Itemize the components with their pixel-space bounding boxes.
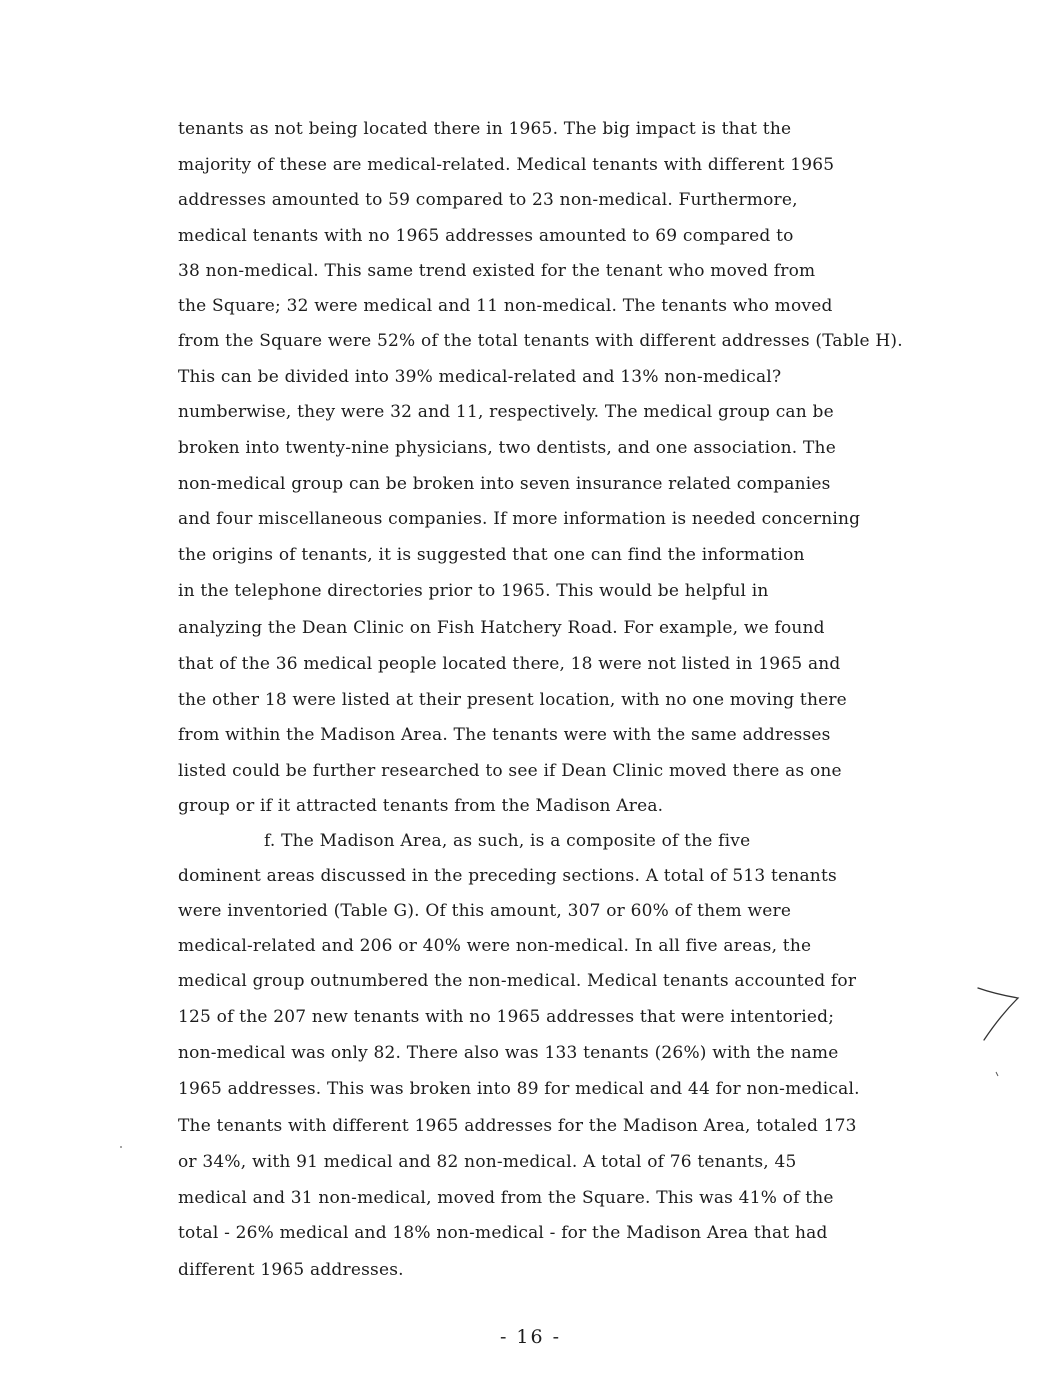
text-line: tenants as not being located there in 1965. The big impact is that the [178,119,792,139]
text-line: total - 26% medical and 18% non-medical - for the Madison Area that had [178,1223,828,1243]
text-line: were inventoried (Table G). Of this amount, 307 or 60% of them were [178,901,792,921]
text-line: dominent areas discussed in the preceding sections. A total of 513 tenants [178,866,837,886]
text-line: majority of these are medical-related. Medical tenants with different 1965 [178,155,835,175]
text-line: the origins of tenants, it is suggested that one can find the information [178,545,805,565]
page-number: - 16 - [499,1326,562,1348]
text-line: medical tenants with no 1965 addresses amounted to 69 compared to [178,226,794,246]
text-line: 38 non-medical. This same trend existed for the tenant who moved from [178,261,816,281]
text-line: medical and 31 non-medical, moved from the Square. This was 41% of the [178,1188,834,1208]
text-line: different 1965 addresses. [178,1260,404,1280]
text-line: non-medical group can be broken into seven insurance related companies [178,474,831,494]
text-line: the Square; 32 were medical and 11 non-medical. The tenants who moved [178,296,833,316]
scan-speck [120,1146,122,1148]
text-line: 1965 addresses. This was broken into 89 for medical and 44 for non-medical. [178,1079,860,1099]
text-line: and four miscellaneous companies. If more information is needed concerning [178,509,861,529]
text-line: in the telephone directories prior to 1965. This would be helpful in [178,581,769,601]
text-line: analyzing the Dean Clinic on Fish Hatchery Road. For example, we found [178,618,825,638]
text-line: numberwise, they were 32 and 11, respectively. The medical group can be [178,402,834,422]
handwritten-seven-mark [970,980,1030,1080]
text-line: addresses amounted to 59 compared to 23 non-medical. Furthermore, [178,190,798,210]
text-line: medical-related and 206 or 40% were non-medical. In all five areas, the [178,936,812,956]
text-line: or 34%, with 91 medical and 82 non-medical. A total of 76 tenants, 45 [178,1152,797,1172]
text-line: from within the Madison Area. The tenants were with the same addresses [178,725,831,745]
text-line: broken into twenty-nine physicians, two dentists, and one association. The [178,438,836,458]
text-line: 125 of the 207 new tenants with no 1965 addresses that were intentoried; [178,1007,835,1027]
text-line: non-medical was only 82. There also was 133 tenants (26%) with the name [178,1043,839,1063]
text-line: The tenants with different 1965 addresses for the Madison Area, totaled 173 [178,1116,857,1136]
text-line: medical group outnumbered the non-medical. Medical tenants accounted for [178,971,857,991]
text-line: that of the 36 medical people located there, 18 were not listed in 1965 and [178,654,841,674]
text-line: group or if it attracted tenants from the Madison Area. [178,796,664,816]
text-line: This can be divided into 39% medical-related and 13% non-medical? [178,367,782,387]
text-line: f. The Madison Area, as such, is a composite of the five [264,831,751,851]
text-line: the other 18 were listed at their present location, with no one moving there [178,690,847,710]
text-line: listed could be further researched to see if Dean Clinic moved there as one [178,761,842,781]
text-line: from the Square were 52% of the total tenants with different addresses (Table H). [178,331,903,351]
